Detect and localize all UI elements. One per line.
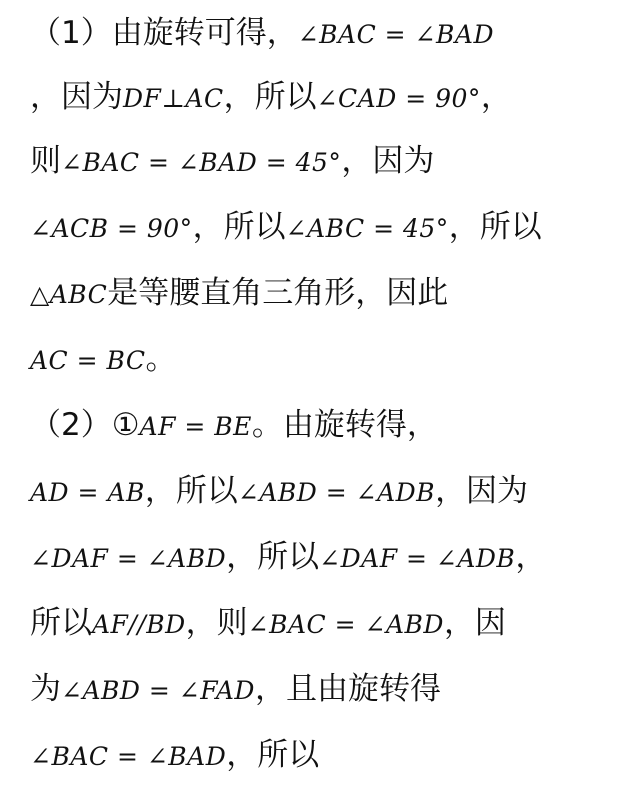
- text-segment: ，所以: [226, 539, 320, 575]
- text-segment: 则: [30, 143, 61, 179]
- math-expression: ∠ABD = ∠FAD: [61, 676, 255, 705]
- math-expression: ∠CAD = 90°: [316, 84, 481, 113]
- text-segment: 是等腰直角三角形，因此: [107, 275, 449, 311]
- text-segment: ，: [515, 539, 547, 575]
- math-expression: DF⊥AC: [123, 84, 224, 113]
- math-expression: ∠BAC = ∠BAD: [297, 20, 494, 49]
- text-line-5: [30, 260, 640, 326]
- text-segment: ，因为: [341, 143, 435, 179]
- text-segment: （1）由旋转可得，: [30, 15, 298, 51]
- text-segment: ，因为: [435, 473, 529, 509]
- text-segment: 所以: [30, 605, 92, 641]
- math-expression: ∠ACB = 90°: [30, 214, 193, 243]
- math-expression: △ABC: [30, 280, 108, 309]
- text-line-10: [30, 590, 640, 656]
- text-segment: ，所以: [223, 79, 317, 115]
- text-segment: ，所以: [192, 209, 286, 245]
- text-line-12: [30, 722, 640, 788]
- math-expression: ∠ABD = ∠ADB: [237, 478, 436, 507]
- text-line-7: [30, 392, 640, 458]
- text-line-4: [30, 194, 640, 260]
- math-expression: ∠ABC = 45°: [285, 214, 449, 243]
- text-segment: ，: [480, 79, 512, 115]
- text-segment: 。由旋转得，: [251, 407, 438, 443]
- text-segment: 。: [145, 341, 177, 377]
- math-expression: ∠DAF = ∠ABD: [30, 544, 227, 573]
- math-expression: ∠BAC = ∠ABD: [247, 610, 444, 639]
- math-expression: AF//BD: [92, 610, 186, 639]
- text-segment: ，因: [443, 605, 506, 641]
- math-expression: ∠BAC = ∠BAD = 45°: [61, 148, 342, 177]
- text-segment: 为: [30, 671, 61, 707]
- math-expression: ∠DAF = ∠ADB: [319, 544, 516, 573]
- math-expression: AD = AB: [30, 478, 145, 507]
- text-line-2: [30, 64, 640, 130]
- math-expression: AC = BC: [30, 346, 146, 375]
- math-expression: ∠BAC = ∠BAD: [30, 742, 227, 771]
- text-line-6: [30, 326, 640, 392]
- text-line-1: [30, 0, 640, 66]
- text-line-11: [30, 656, 640, 722]
- text-line-8: [30, 458, 640, 524]
- text-segment: ，所以: [226, 737, 320, 773]
- text-segment: （2）①: [30, 407, 140, 443]
- text-segment: ，则: [185, 605, 248, 641]
- text-line-9: [30, 524, 640, 590]
- text-segment: ，且由旋转得: [254, 671, 441, 707]
- text-segment: ，因为: [30, 79, 123, 115]
- text-line-3: [30, 128, 640, 194]
- math-expression: AF = BE: [139, 412, 252, 441]
- text-segment: ，所以: [144, 473, 238, 509]
- text-segment: ，所以: [448, 209, 542, 245]
